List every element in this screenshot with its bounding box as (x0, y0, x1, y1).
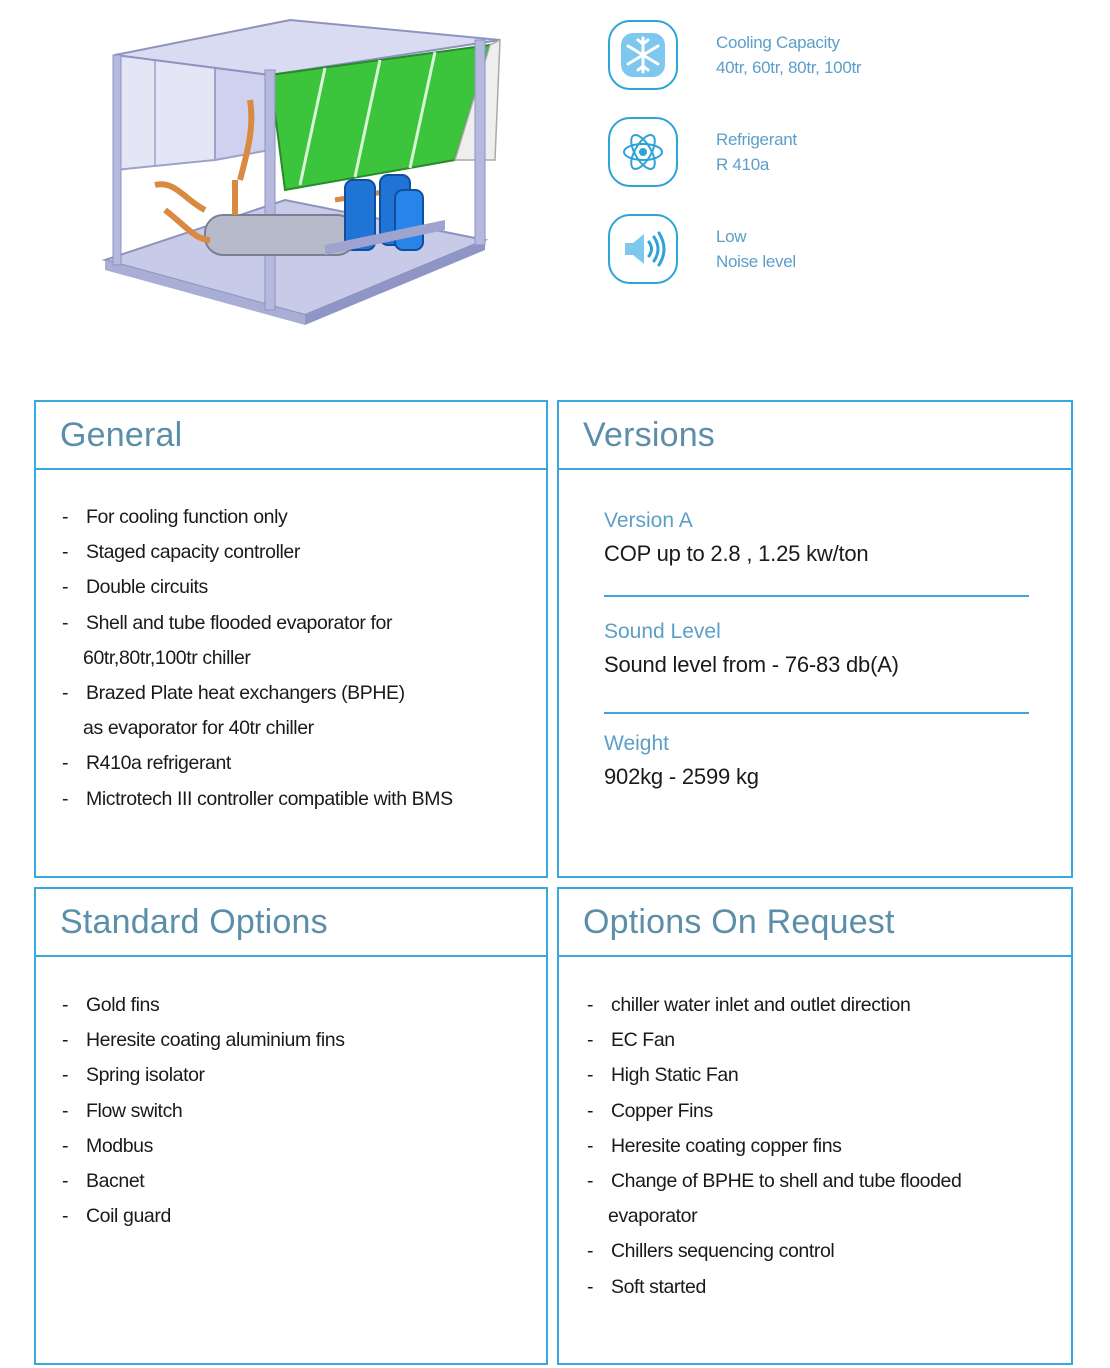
sound-level-label: Sound Level (604, 620, 721, 643)
list-item: - chiller water inlet and outlet direction (587, 988, 961, 1023)
standard-options-panel (34, 887, 548, 1365)
version-value: COP up to 2.8 , 1.25 kw/ton (604, 541, 869, 566)
version-a-entry (604, 507, 1029, 597)
list-item: - Heresite coating copper fins (587, 1129, 961, 1164)
list-item: - Shell and tube flooded evaporator for (62, 606, 453, 641)
list-item: - EC Fan (587, 1023, 961, 1058)
list-item-continuation: 60tr,80tr,100tr chiller (83, 646, 251, 669)
version-label: Version A (604, 509, 693, 532)
atom-icon (608, 117, 678, 187)
list-item: - For cooling function only (62, 500, 453, 535)
feature-label: Low (716, 227, 747, 246)
standard-options-list (62, 988, 345, 1234)
sound-level-value: Sound level from - 76-83 db(A) (604, 652, 899, 677)
list-item: - Bacnet (62, 1164, 345, 1199)
feature-noise-level (608, 214, 1088, 311)
list-item: - Staged capacity controller (62, 535, 453, 570)
feature-value: 40tr, 60tr, 80tr, 100tr (716, 58, 862, 77)
feature-value: R 410a (716, 155, 770, 174)
feature-cooling-capacity (608, 20, 1088, 117)
list-item-continuation: as evaporator for 40tr chiller (83, 717, 314, 740)
list-item-continuation: evaporator (608, 1205, 698, 1228)
weight-entry (604, 730, 1029, 810)
list-item: - Copper Fins (587, 1094, 961, 1129)
general-list (62, 500, 453, 817)
list-item: - Flow switch (62, 1094, 345, 1129)
feature-list (608, 20, 1088, 311)
standard-options-title: Standard Options (36, 889, 546, 957)
versions-title: Versions (559, 402, 1071, 470)
weight-label: Weight (604, 732, 669, 755)
list-item: - Modbus (62, 1129, 345, 1164)
list-item: - Soft started (587, 1270, 961, 1305)
options-on-request-list (587, 988, 961, 1305)
list-item: - Double circuits (62, 570, 453, 605)
list-item: - Spring isolator (62, 1058, 345, 1093)
feature-value: Noise level (716, 252, 796, 271)
list-item: - Gold fins (62, 988, 345, 1023)
list-item: - R410a refrigerant (62, 746, 453, 781)
list-item: - Coil guard (62, 1199, 345, 1234)
feature-refrigerant (608, 117, 1088, 214)
list-item: - Heresite coating aluminium fins (62, 1023, 345, 1058)
chiller-unit-image (95, 10, 520, 330)
list-item: - Mictrotech III controller compatible with BMS (62, 782, 453, 817)
feature-label: Refrigerant (716, 130, 797, 149)
snowflake-icon (608, 20, 678, 90)
speaker-icon (608, 214, 678, 284)
list-item: - Change of BPHE to shell and tube flooded (587, 1164, 961, 1199)
options-on-request-panel (557, 887, 1073, 1365)
weight-value: 902kg - 2599 kg (604, 764, 759, 789)
feature-label: Cooling Capacity (716, 33, 840, 52)
list-item: - Brazed Plate heat exchangers (BPHE) (62, 676, 453, 711)
options-on-request-title: Options On Request (559, 889, 1071, 957)
sound-level-entry (604, 618, 1029, 714)
versions-panel (557, 400, 1073, 878)
general-title: General (36, 402, 546, 470)
list-item: - Chillers sequencing control (587, 1234, 961, 1269)
list-item: - High Static Fan (587, 1058, 961, 1093)
general-panel (34, 400, 548, 878)
